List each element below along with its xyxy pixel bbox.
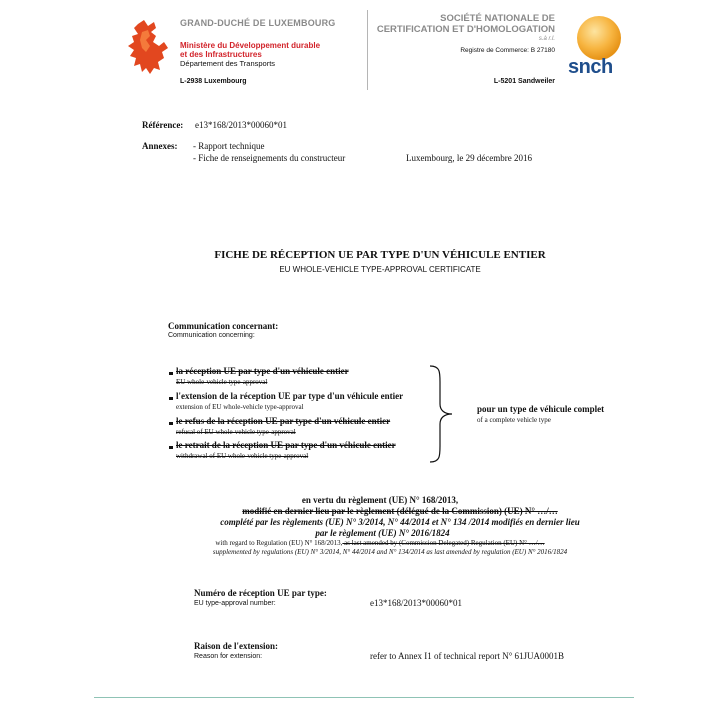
approval-label-fr: Numéro de réception UE par type: — [194, 588, 327, 598]
footer-divider — [94, 697, 634, 698]
header-department: Département des Transports — [180, 59, 276, 68]
header-right-address: L-5201 Sandweiler — [493, 78, 555, 85]
regulation-line3: complété par les règlements (UE) N° 3/2014, N° 44/2014 et N° 134 /2014 modifiés en dernier lieu — [220, 517, 580, 527]
annex-item: - Fiche de renseignements du constructeur — [193, 153, 346, 163]
header-company-line2: CERTIFICATION ET D'HOMOLOGATION — [376, 24, 555, 35]
place-date: Luxembourg, le 29 décembre 2016 — [406, 153, 533, 163]
approval-label-en: EU type-approval number: — [194, 600, 276, 607]
communication-label-en: Communication concerning: — [168, 332, 255, 339]
bracket-label-fr: pour un type de véhicule complet — [477, 404, 605, 414]
reference-label: Référence: — [142, 120, 184, 130]
title-fr: FICHE DE RÉCEPTION UE PAR TYPE D'UN VÉHICULE ENTIER — [214, 249, 546, 261]
header-divider — [367, 10, 368, 90]
extension-value: refer to Annex I1 of technical report N° 61JUA0001B — [370, 651, 565, 661]
regulation-en-line2: supplemented by regulations (EU) N° 3/2014, N° 44/2014 and N° 134/2014 as last amended by regulation (EU) N° 2016/1824 — [212, 548, 568, 556]
communication-item-fr: l'extension de la réception UE par type d'un véhicule entier — [176, 391, 404, 401]
regulation-line1: en vertu du règlement (UE) N° 168/2013, — [301, 495, 459, 505]
communication-item-fr: la réception UE par type d'un véhicule entier — [176, 366, 349, 376]
annex-item: - Rapport technique — [193, 141, 265, 151]
communication-item-fr: le retrait de la réception UE par type d'un véhicule entier — [176, 440, 396, 450]
header-registry: Registre de Commerce: B 27180 — [460, 47, 555, 54]
header-ministry-line2: et des Infrastructures — [180, 50, 262, 59]
title-en: EU WHOLE-VEHICLE TYPE-APPROVAL CERTIFICATE — [279, 265, 481, 274]
reference-value: e13*168/2013*00060*01 — [195, 120, 287, 130]
bullet-icon — [169, 422, 173, 425]
communication-label-fr: Communication concernant: — [168, 321, 279, 331]
regulation-line2: modifié en dernier lieu par le règlement (délégué de la Commission) (UE) N° …/… — [242, 506, 558, 516]
communication-item-en: extension of EU whole-vehicle type-approval — [176, 403, 304, 411]
bullet-icon — [169, 372, 173, 375]
snch-logo-text: snch — [568, 56, 613, 78]
annexes-label: Annexes: — [142, 141, 178, 151]
regulation-en-line1 — [0, 539, 720, 547]
luxembourg-lion-logo — [124, 18, 172, 78]
bullet-icon — [169, 397, 173, 400]
lion-icon — [124, 18, 172, 78]
approval-value: e13*168/2013*00060*01 — [370, 598, 462, 608]
extension-label-en: Reason for extension: — [194, 653, 263, 660]
bracket-label-en: of a complete vehicle type — [477, 416, 551, 424]
header-country: GRAND-DUCHÉ DE LUXEMBOURG — [180, 18, 336, 28]
regulation-en-struck: as last amended by (Commission Delegated) Regulation (EU) N° …/… — [342, 539, 545, 547]
header-company-line1: SOCIÉTÉ NATIONALE DE — [440, 13, 555, 24]
communication-item-fr: le refus de la réception UE par type d'un véhicule entier — [176, 416, 391, 426]
header-left-address: L-2938 Luxembourg — [180, 78, 247, 85]
communication-item-en: withdrawal of EU whole-vehicle type-approval — [176, 452, 309, 460]
header-ministry-line1: Ministère du Développement durable — [180, 41, 321, 50]
regulation-en-plain: with regard to Regulation (EU) N° 168/2013, — [215, 539, 343, 547]
regulation-line4: par le règlement (UE) N° 2016/1824 — [315, 528, 450, 538]
brace-icon — [428, 364, 454, 464]
bullet-icon — [169, 446, 173, 449]
extension-label-fr: Raison de l'extension: — [194, 641, 279, 651]
communication-item-en: refusal of EU whole-vehicle type-approval — [176, 428, 296, 436]
header-company-form: s.à r.l. — [538, 36, 555, 42]
communication-item-en: EU whole-vehicle type-approval — [176, 378, 268, 386]
snch-logo — [568, 14, 626, 80]
